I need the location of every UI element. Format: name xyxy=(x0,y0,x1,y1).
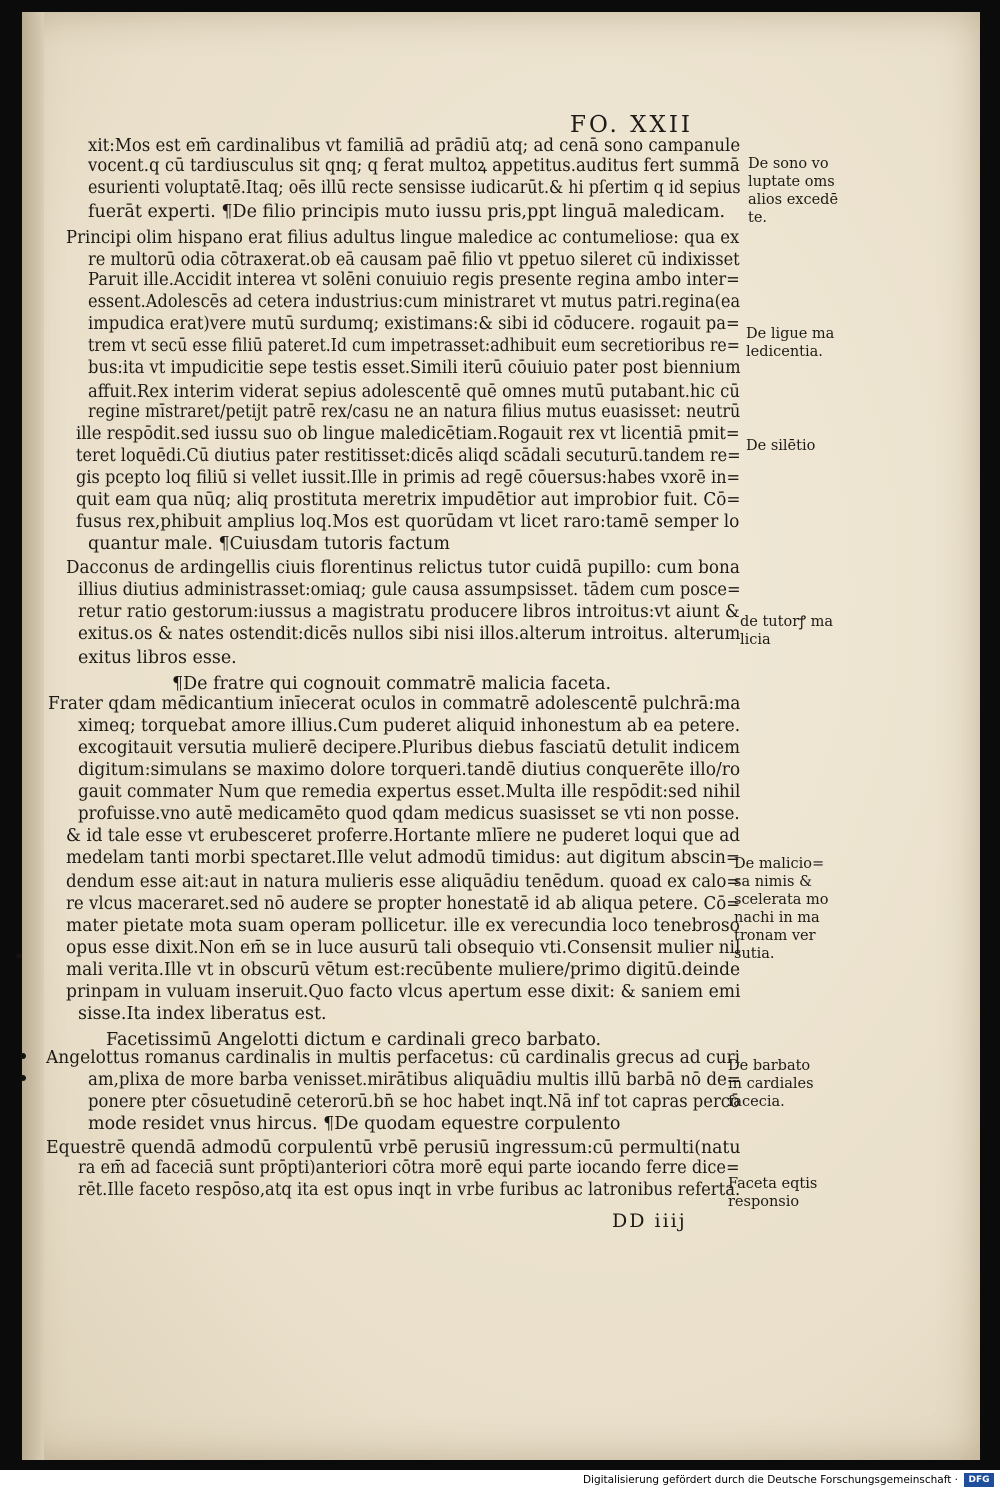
text-line: Facetissimū Angelotti dictum e cardinali greco barbato. xyxy=(106,1030,602,1050)
text-line: re multorū odia cōtraxerat.ob eā causam paē filio vt ppetuo sileret cū indixisset xyxy=(88,250,740,270)
text-line: quantur male. ¶Cuiusdam tutoris factum xyxy=(88,534,450,554)
text-line: mater pietate mota suam operam pollicetur. ille ex verecundia loco tenebroso xyxy=(66,916,740,936)
margin-note-line: de tutorꝭ ma xyxy=(740,614,834,630)
text-line: opus esse dixit.Non em̄ se in luce ausurū tali obsequio vti.Consensit mulier nil xyxy=(66,938,741,958)
text-line: retur ratio gestorum:iussus a magistratu producere libros introitus:vt aiunt & xyxy=(78,602,740,622)
margin-note-line: De barbato xyxy=(728,1058,811,1074)
text-line: fuerāt experti. ¶De filio principis muto iussu pris,ppt linguā maledicam. xyxy=(88,202,726,222)
text-line: fusus rex,phibuit amplius loq.Mos est quorūdam vt licet raro:tamē semper lo xyxy=(76,512,740,532)
margin-note-line: sutia. xyxy=(734,946,775,962)
text-line: ¶De fratre qui cognouit commatrē malicia faceta. xyxy=(172,674,612,694)
text-line: prinpam in vuluam inseruit.Quo facto vlcus apertum esse dixit: & saniem emi xyxy=(66,982,741,1002)
funding-credit: Digitalisierung gefördert durch die Deutsche Forschungsgemeinschaft · xyxy=(582,1474,958,1486)
text-line: dendum esse ait:aut in natura mulieris esse aliquādiu tenēdum. quoad ex calo= xyxy=(66,872,741,892)
text-line: Paruit ille.Accidit interea vt solēni conuiuio regis presente regina ambo inter= xyxy=(88,270,740,290)
text-line: impudica erat)vere mutū surdumq; existimans:& sibi id cōducere. rogauit pa= xyxy=(88,314,740,334)
text-line: teret loquēdi.Cū diutius pater restitisset:dicēs aliqd scādali secuturū.tandem re= xyxy=(76,446,741,466)
text-line: excogitauit versutia mulierē decipere.Pluribus diebus fasciatū detulit indicem xyxy=(78,738,740,758)
text-line: ra em̄ ad faceciā sunt prōpti)anteriori cōtra morē equi parte iocando ferre dice= xyxy=(78,1158,740,1178)
margin-note-line: ledicentia. xyxy=(746,344,823,360)
text-line: Frater qdam mēdicantium inīecerat oculos in commatrē adolescentē pulchrā:ma xyxy=(48,694,741,714)
text-line: re vlcus maceraret.sed nō audere se propter honestatē id ab aliqua petere. Cō= xyxy=(66,894,741,914)
text-line: digitum:simulans se maximo dolore torqueri.tandē diutius conquerēte illo/ro xyxy=(78,760,741,780)
margin-note-line: facecia. xyxy=(728,1094,785,1110)
margin-note-line: nachi in ma xyxy=(734,910,820,926)
text-line: regine mīstraret/petijt patrē rex/casu ne an natura filius mutus euasisset: neutrū xyxy=(88,402,741,422)
margin-note-line: Faceta eqtis xyxy=(728,1176,818,1192)
text-line: exitus.os & nates ostendit:dicēs nullos sibi nisi illos.alterum introitus. alterum xyxy=(78,624,741,644)
binding-hole-dot xyxy=(20,1075,26,1081)
text-line: gis pcepto loq filiū si vellet iussit.Ille in primis ad regē cōuersus:habes vxorē in= xyxy=(76,468,741,488)
margin-note-line: De malicio= xyxy=(734,856,825,872)
text-line: Dacconus de ardingellis ciuis florentinus relictus tutor cuidā pupillo: cum bona xyxy=(66,558,740,578)
text-line: ximeq; torquebat amore illius.Cum puderet aliquid inhonestum ab ea petere. xyxy=(78,716,741,736)
margin-note-line: De sono vo xyxy=(748,156,829,172)
text-line: bus:ita vt impudicitie sepe testis esset.Simili iterū cōuiuio pater post biennium xyxy=(88,358,741,378)
text-line: illius diutius administrasset:omiaq; gule causa assumpsisset. tādem cum posce= xyxy=(78,580,741,600)
text-line: trem vt secū esse filiū pateret.Id cum impetrasset:adhibuit eum secretioribus re= xyxy=(88,336,740,356)
text-line: essent.Adolescēs ad cetera industrius:cum ministraret vt mutus patri.regina(ea xyxy=(88,292,741,312)
text-line: esurienti voluptatē.Itaq; oēs illū recte sensisse iudicarūt.& hi pſertim q id sepius xyxy=(88,178,741,198)
margin-note-line: licia xyxy=(740,632,771,648)
footer-bar xyxy=(0,1470,1000,1491)
margin-note-line: responsio xyxy=(728,1194,800,1210)
text-line: medelam tanti morbi spectaret.Ille velut admodū timidus: aut digitum abscin= xyxy=(66,848,741,868)
margin-note-line: te. xyxy=(748,210,768,226)
text-line: profuisse.vno autē medicamēto quod qdam medicus suasisset se vti non posse. xyxy=(78,804,740,824)
text-line: Angelottus romanus cardinalis in multis perfacetus: cū cardinalis grecus ad curi xyxy=(46,1048,741,1068)
margin-note-line: alios excedē xyxy=(748,192,839,208)
binding-hole-dot xyxy=(16,953,22,959)
folio-number: FO. XXII xyxy=(570,112,694,138)
margin-note-line: tronam ver xyxy=(734,928,816,944)
page-gutter xyxy=(22,12,44,1460)
text-line: Equestrē quendā admodū corpulentū vrbē perusiū ingressum:cū permulti(natu xyxy=(46,1138,741,1158)
text-line: quit eam qua nūq; aliq prostituta meretrix impudētior aut improbior fuit. Cō= xyxy=(76,490,741,510)
margin-note-line: De ligue ma xyxy=(746,326,835,342)
signature-mark: DD iiij xyxy=(612,1210,687,1232)
margin-note-line: De silētio xyxy=(746,438,816,454)
margin-note-line: luptate oms xyxy=(748,174,835,190)
text-line: mali verita.Ille vt in obscurū vētum est:recūbente muliere/primo digitū.deinde xyxy=(66,960,740,980)
margin-note-line: in cardiales xyxy=(728,1076,814,1092)
text-line: rēt.Ille faceto respōso,atq ita est opus inqt in vrbe furibus ac latronibus referta. xyxy=(78,1180,741,1200)
dfg-logo: DFG xyxy=(964,1473,994,1487)
text-line: am,plixa de more barba venisset.mirātibus aliquādiu multis illū barbā nō de= xyxy=(88,1070,741,1090)
margin-note-line: sa nimis & xyxy=(734,874,813,890)
text-line: gauit commater Num que remedia expertus esset.Multa ille respōdit:sed nihil xyxy=(78,782,741,802)
text-line: exitus libros esse. xyxy=(78,648,237,668)
text-line: sisse.Ita index liberatus est. xyxy=(78,1004,327,1024)
text-line: mode residet vnus hircus. ¶De quodam equestre corpulento xyxy=(88,1114,621,1134)
margin-note-line: scelerata mo xyxy=(734,892,829,908)
text-line: & id tale esse vt erubesceret proferre.Hortante mlīere ne puderet loqui que ad xyxy=(66,826,741,846)
text-line: Principi olim hispano erat filius adultus lingue maledice ac contumeliose: qua ex xyxy=(66,228,740,248)
text-line: xit:Mos est em̄ cardinalibus vt familiā ad prādiū atq; ad cenā sono campanule xyxy=(88,136,741,156)
binding-hole-dot xyxy=(20,1053,26,1059)
text-line: ponere pter cōsuetudinē ceterorū.bn̄ se hoc habet inqt.Nā inf tot capras percō xyxy=(88,1092,740,1112)
text-line: affuit.Rex interim viderat sepius adolescentē quē omnes mutū putabant.hic cū xyxy=(88,382,740,402)
text-line: ille respōdit.sed iussu suo ob lingue maledicētiam.Rogauit rex vt licentiā pmit= xyxy=(76,424,740,444)
text-line: vocent.q cū tardiusculus sit qnq; q ferat multoꝝ appetitus.auditus fert summā xyxy=(88,156,740,176)
